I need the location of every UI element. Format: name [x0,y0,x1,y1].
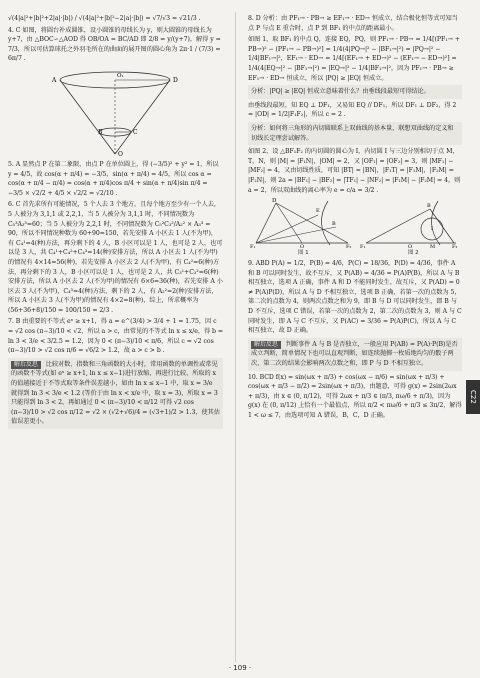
analysis-box-1: 分析：|PQ| ≥ |EQ| 恒成立意味着什么？由垂线段最短可得结论。 [248,85,462,99]
reflection-text: 判断事件 A 与 B 是否独立，一般应用 P(AB) = P(A)·P(B)是否成立判断，简单情况下也可以直观判断，如连续抛掷一枚质地均匀的骰子两次，第二次的结果会影响两次点数之和，即 P 与 D 不相互独立。 [251,340,458,368]
svg-text:M: M [430,244,436,250]
right-column [248,14,462,423]
svg-text:C: C [133,128,138,136]
question-4: 4. C 如图，将圆台补成圆锥，设小圆锥的母线长为 y，则大圆锥的母线长为 y+7，由 △BOC∽△AOD 得 OB/OA = BC/AD 即 2/8 = y/(y+7)，解得 y = 7/3，所以可估算球托之外羽毛所在的曲面的展开图的圆心角为 2π·1 / (7/3) = 6π/7 . [8,26,221,63]
svg-text:O: O [300,244,305,250]
reflection-box-right [248,338,462,371]
svg-text:O: O [408,244,413,250]
figure-2-caption: 图 2 [408,250,419,257]
svg-text:D: D [173,76,178,84]
svg-text:E: E [316,208,320,215]
column-divider [235,12,236,662]
reflection-text: 比较对数、指数和三角函数的大小时，常用函数的单调性或常见的函数不等式(如 eˣ ≥ x+1, ln x ≤ x−1)进行放缩，再进行比较，所取的 x 的值越接近于不等式取等条件误差越小，如由 ln x ≤ x−1 中，取 x = 3/e 就得到 ln 3 < 3/e < 1.2 (等价于由 ln x < x/e 中，取 x = 3)，所取 x = 3 只能得到 ln 3 < 2，再如通过 0 < (π−3)/10 < π/12 可得 √2 cos (π−3)/10 > √2 cos π/12 = √2 × (√2+√6)/4 = (√3+1)/2 > 1.3，使其估值误差更小。 [11,360,220,426]
hyperbola-figures [248,197,462,257]
svg-text:D: D [272,198,277,205]
question-8-analysis: 8. D 分析：由 PF₁→ · PB→ ≥ EF₁→ · ED→ 恒成立，结合极化恒等式可知当点 P 与点 E 重合时，点 P 到 BF₁ 的中点的距离最小。 [248,15,458,32]
left-column [8,14,223,431]
svg-text:B: B [332,221,336,228]
question-7: 7. B 由重要的不等式 eˣ ≥ x+1，得 a = e^(3/4) > 3/4 + 1 = 1.75，因 c = √2 cos (π−3)/10 < √2，所以 a > c，由常见的不等式 ln x ≤ x/e，得 b = ln 3 < 3/e < 3/2.5 = 1.2，因为 0 < (π−3)/10 < π/6，所以 c = √2 cos (π−3)/10 > √2 cos π/6 = √6/2 > 1.2，故 a > c > b . [8,318,223,355]
page-number: · 109 · [228,664,252,672]
svg-text:B: B [98,128,103,136]
question-8-body-3: 如图 2，设 △BF₁F₂ 的内切圆的圆心为 I，内切圆 I 与三边分别相切于点 M，T，N，则 |M| = |F₁N|，|OM| = 2，又 |OF₁| = |OF₂| = 3，则 |MF₁| − |MF₂| = 4，又由切线性质，可知 |BT| = |BN|，|F₁T| = |F₁M|，|F₂M| = |F₂N|，则 2a = |BF₁| − |BF₂| = |TF₁| − |NF₂| = |F₁M| − |F₂M| = 4，则 a = 2，所以双曲线的离心率为 e = c/a = 3/2 . [248,148,461,194]
top-formula: √(4|a|²+|b|²+2|a|·|b|) / √(4|a|²+|b|²−2|a|·|b|) = √7/√3 = √21/3 . [8,15,201,22]
svg-text:O₁: O₁ [117,72,124,79]
chapter-side-tab: C22 [466,380,480,414]
cone-diagram [8,66,223,158]
svg-text:F₂: F₂ [452,244,458,250]
svg-text:B: B [427,203,431,210]
question-8-body: 如图 1，取 BF₁ 的中点 Q，连接 EQ，PQ，则 PF₁→ · PB→ = 1/4[(PF₁→ + PB→)² − (PF₁→ − PB→)²] = 1/4(4|PQ→|² − |BF₁→|²) = |PQ→|² − 1/4|BF₁→|²，EF₁→ · ED→ = 1/4[(EF₁→ + ED→)² − (EF₁→ − ED→)²] = 1/4(4|EQ→|² − |BF₁→|²) = |EQ→|² − 1/4|BF₁→|²，因为 PF₁→ · PB→ ≥ EF₁→ · ED→ 恒成立，所以 |PQ| ≥ |EQ| 恒成立。 [248,36,460,82]
reflection-tag: 解后反思 [251,341,281,349]
question-5: 5. A 显然点 P 在第二象限，由点 P 在单位圆上，得 (−3/5)² + y² = 1，所以 y = 4/5，故 cos(α + π/4) = −3/5，sin(α + π/4) = 4/5，所以 cos α = cos(α + π/4 − π/4) = cos(α + π/4)cos π/4 + sin(α + π/4)sin π/4 = −3/5 × √2/2 + 4/5 × √2/2 = √2/10 . [8,160,219,197]
figure-1-caption: 图 1 [298,250,309,257]
svg-text:F₂: F₂ [346,244,352,250]
analysis-box-2: 分析：如何将三角形的内切圆联系上双曲线的基本量，联想双曲线的定义和切线长定理尝试解答。 [248,122,462,145]
reflection-tag: 解后反思 [11,361,41,369]
svg-text:I: I [431,226,433,233]
figure-1-diagram [248,197,462,249]
svg-text:F₁: F₁ [250,244,256,250]
svg-text:A: A [52,76,57,84]
question-8-body-2: 由垂线段最短，知 EQ ⊥ DF₁，又易知 EQ // DF₁，所以 DF₁ ⊥ DF₂，得 2 = |OD| = 1/2|F₁F₂|，所以 c = 2 . [248,101,457,119]
cone-figure [8,66,223,158]
question-6: 6. C 首先求所有可能情况，5 个人去 3 个地方，且每个地方至少有一个人去，5 人被分为 3,1,1 或 2,2,1，当 5 人被分为 3,1,1 时，不同情况数为 C₅³A₃³=60；当 5 人被分为 2,2,1 时，不同情况数为 C₅²C₃²/A₂² × A₃³ = 90，所以不同情况种数为 60+90=150，若先安排 A 小区去 1 人(不为甲)，有 C₄¹=4(种)方法，再分剩下的 4 人，B 小区可以是 1 人，也可是 2 人，也可以是 3 人，共 C₄¹+C₄²+C₄³=14(种)安排方法，所以 A 小区去 1 人(不为甲)的情况有 4×14=56(种)，若先安排 A 小区去 2 人(不为甲)，有 C₄²=6(种)方法，再分剩下的 3 人，B 小区可以是 1 人，也可是 2 人，共 C₃¹+C₃²=6(种)安排方法，所以 A 小区去 2 人(不为甲)的情况有 6×6=36(种)，若先安排 A 小区去 3 人(不为甲)，C₄³=4(种)方法，剩下的 2 人，有 A₂²=2(种)安排方法，所以 A 小区去 3 人(不为甲)的情况有 4×2=8(种)，综上，所求概率为 (56+36+8)/150 = 100/150 = 2/3 . [8,201,223,314]
question-9: 9. ABD P(A) = 1/2，P(B) = 4/6，P(C) = 18/36，P(D) = 4/36，事件 A 和 B 可以同时发生，故不互斥，又 P(AB) = 4/36 = P(A)P(B)，所以 A 与 B 相互独立，选项 A 正确，事件 A 和 D 不能同时发生，故互斥，又 P(AD) = 0 ≠ P(A)P(D)，所以 A 与 D 不相互独立，选项 B 正确，若第一次的点数为 5，第二次的点数为 4，则两次点数之和为 9，即 B 与 D 可以同时发生，即 B 与 D 不互斥，选项 C 错误，若第一次的点数为 2，第二次的点数为 3，则 A 与 C 同时发生，即 A 与 C 不互斥，又 P(AC) = 3/36 = P(A)P(C)，所以 A 与 C 相互独立，故 D 正确。 [248,260,462,335]
svg-text:O: O [118,150,123,158]
question-10: 10. BCD f(x) = sin(ωx + π/3) + cos(ωx − π/6) = sin(ωx + π/3) + cos(ωx + π/3 − π/2) = 2sin(ωx + π/3)，由题意，可得 g(x) = 2sin(2ωx + π/3)，由 x ∈ (0, π/12)，可得 2ωx + π/3 ∈ (π/3, πω/6 + π/3)，因为 g(x) 在 (0, π/12) 上恰有一个最值点，所以 π/2 < πω/6 + π/3 ≤ 3π/2，解得 1 < ω ≤ 7，由选项可知 A 错误，B，C，D 正确。 [248,373,462,419]
reflection-box-left [8,358,223,429]
svg-text:F₁: F₁ [360,244,366,250]
